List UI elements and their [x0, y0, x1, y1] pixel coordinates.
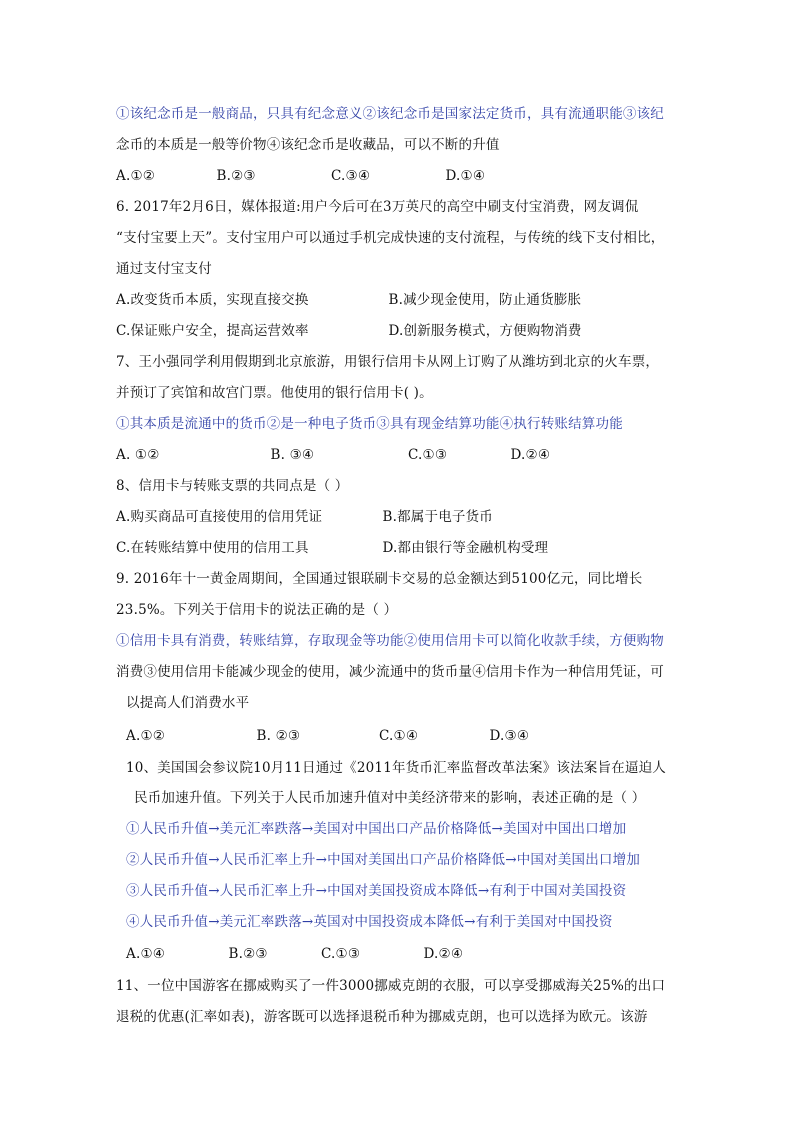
q5-statements-line-1: ①该纪念币是一般商品，只具有纪念意义②该纪念币是国家法定货币，具有流通职能③该纪	[116, 106, 664, 122]
q10-stem-line-2: 民币加速升值。下列关于人民币加速升值对中美经济带来的影响，表述正确的是（ ）	[134, 790, 646, 806]
q10-options	[126, 944, 463, 964]
q5-option-a: A.①②	[116, 168, 156, 184]
q9-option-a: A.①②	[126, 728, 166, 744]
q10-stem-line-1: 10、美国国会参议院10月11日通过《2011年货币汇率监督改革法案》该法案旨在逼迫人	[126, 760, 666, 776]
q9-stem-line-2: 23.5%。下列关于信用卡的说法正确的是（ ）	[116, 602, 398, 618]
q5-options	[116, 166, 485, 186]
q9-stem-line-1: 9. 2016年十一黄金周期间，全国通过银联刷卡交易的总金额达到5100亿元，同比增长	[116, 571, 643, 587]
q9-option-b: B. ②③	[256, 728, 301, 744]
q10-statement-3: ③人民币升值→人民币汇率上升→中国对美国投资成本降低→有利于中国对美国投资	[126, 883, 627, 899]
q8-options-row-1	[116, 507, 493, 527]
q9-statements-line-2: 消费③使用信用卡能减少现金的使用，减少流通中的货币量④信用卡作为一种信用凭证，可	[116, 664, 664, 680]
q9-option-c: C.①④	[379, 728, 419, 744]
q7-option-a: A. ①②	[116, 447, 160, 463]
q10-statement-1: ①人民币升值→美元汇率跌落→美国对中国出口产品价格降低→美国对中国出口增加	[126, 821, 627, 837]
q6-option-d: D.创新服务模式，方便购物消费	[388, 323, 582, 339]
q6-options-row-1	[116, 290, 581, 310]
q7-option-d: D.②④	[510, 447, 551, 463]
q7-options	[116, 445, 550, 465]
q7-stem-line-2: 并预订了宾馆和故宫门票。他使用的银行信用卡( )。	[116, 385, 433, 401]
q6-option-b: B.减少现金使用，防止通货膨胀	[388, 292, 582, 308]
q10-statement-2: ②人民币升值→人民币汇率上升→中国对美国出口产品价格降低→中国对美国出口增加	[126, 852, 641, 868]
q8-stem: 8、信用卡与转账支票的共同点是（ ）	[116, 478, 349, 494]
q5-option-d: D.①④	[445, 168, 486, 184]
q10-option-c: C.①③	[321, 946, 361, 962]
q7-option-c: C.①③	[408, 447, 448, 463]
q6-option-a: A.改变货币本质，实现直接交换	[116, 292, 309, 308]
q11-stem-line-1: 11、一位中国游客在挪威购买了一件3000挪威克朗的衣服，可以享受挪威海关25%的出口	[116, 978, 666, 994]
q6-stem-line-1: 6. 2017年2月6日，媒体报道:用户今后可在3万英尺的高空中刷支付宝消费，网友调侃	[116, 199, 639, 215]
q6-options-row-2	[116, 321, 582, 341]
q9-option-d: D.③④	[489, 728, 530, 744]
q7-stem-line-1: 7、王小强同学利用假期到北京旅游，用银行信用卡从网上订购了从潍坊到北京的火车票，	[116, 354, 660, 370]
q5-option-c: C.③④	[331, 168, 371, 184]
q7-option-b: B. ③④	[270, 447, 315, 463]
q9-options	[126, 726, 529, 746]
q10-option-a: A.①④	[126, 946, 166, 962]
q10-statement-4: ④人民币升值→美元汇率跌落→英国对中国投资成本降低→有利于美国对中国投资	[126, 914, 613, 930]
q6-stem-line-3: 通过支付宝支付	[116, 261, 212, 277]
q8-option-c: C.在转账结算中使用的信用工具	[116, 540, 309, 556]
q11-stem-line-2: 退税的优惠(汇率如表)，游客既可以选择退税币种为挪威克朗，也可以选择为欧元。该游	[116, 1009, 648, 1025]
q6-stem-line-2: “支付宝要上天”。支付宝用户可以通过手机完成快速的支付流程，与传统的线下支付相比，	[116, 230, 665, 246]
q6-option-c: C.保证账户安全，提高运营效率	[116, 323, 309, 339]
q7-statements: ①其本质是流通中的货币②是一种电子货币③具有现金结算功能④执行转账结算功能	[116, 416, 623, 432]
q10-option-b: B.②③	[228, 946, 268, 962]
q9-statements-line-1: ①信用卡具有消费，转账结算，存取现金等功能②使用信用卡可以简化收款手续，方便购物	[116, 633, 664, 649]
q8-option-a: A.购买商品可直接使用的信用凭证	[116, 509, 323, 525]
q8-option-b: B.都属于电子货币	[382, 509, 494, 525]
q5-statements-line-2: 念币的本质是一般等价物④该纪念币是收藏品，可以不断的升值	[116, 137, 500, 153]
q9-statements-line-3: 以提高人们消费水平	[126, 695, 250, 711]
q8-options-row-2	[116, 538, 548, 558]
q8-option-d: D.都由银行等金融机构受理	[382, 540, 549, 556]
q10-option-d: D.②④	[423, 946, 464, 962]
q5-option-b: B.②③	[216, 168, 256, 184]
